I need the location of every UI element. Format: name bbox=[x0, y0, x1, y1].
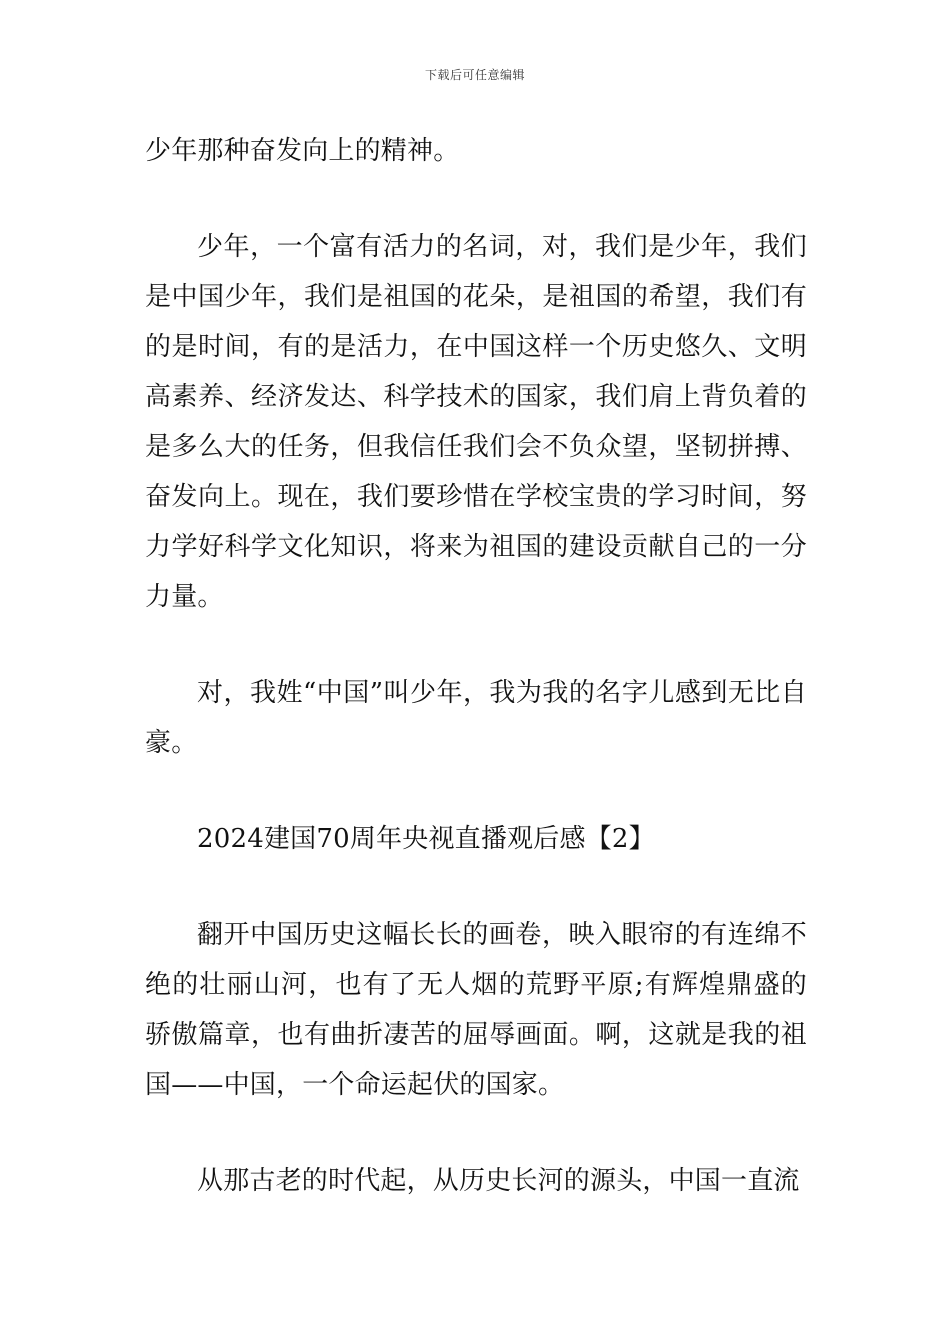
document-body bbox=[145, 126, 807, 1252]
section-heading: 2024建国70周年央视直播观后感【2】 bbox=[197, 824, 655, 854]
paragraph-history: 翻开中国历史这幅长长的画卷，映入眼帘的有连绵不绝的壮丽山河，也有了无人烟的荒野平原;有辉煌鼎盛的骄傲篇章，也有曲折凄苦的屈辱画面。啊，这就是我的祖国——中国，一个命运起伏的国家。 bbox=[145, 920, 807, 1100]
paragraph-ancient: 从那古老的时代起，从历史长河的源头，中国一直流 bbox=[197, 1166, 800, 1196]
paragraph-continuation: 少年那种奋发向上的精神。 bbox=[145, 136, 460, 166]
paragraph-youth: 少年，一个富有活力的名词，对，我们是少年，我们是中国少年，我们是祖国的花朵，是祖国的希望，我们有的是时间，有的是活力，在中国这样一个历史悠久、文明高素养、经济发达、科学技术的国家，我们肩上背负着的是多么大的任务，但我信任我们会不负众望，坚韧拼搏、奋发向上。现在，我们要珍惜在学校宝贵的学习时间，努力学好科学文化知识，将来为祖国的建设贡献自己的一分力量。 bbox=[145, 232, 807, 612]
page-header-note: 下载后可任意编辑 bbox=[424, 68, 525, 82]
paragraph-pride: 对，我姓“中国”叫少年，我为我的名字儿感到无比自豪。 bbox=[145, 678, 807, 758]
